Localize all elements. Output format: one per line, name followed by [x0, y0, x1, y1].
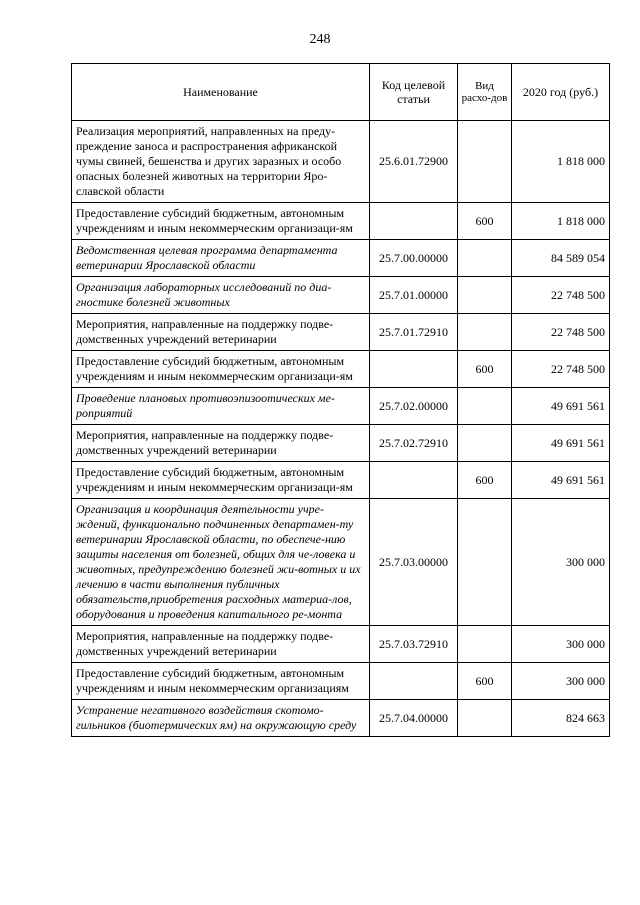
row-code: [370, 462, 458, 499]
row-kind: [458, 277, 512, 314]
row-amount: 1 818 000: [512, 121, 610, 203]
row-code: 25.7.04.00000: [370, 700, 458, 737]
table-row: [72, 499, 610, 626]
row-code: [370, 351, 458, 388]
row-name: Предоставление субсидий бюджетным, автономным учреждениям и иным некоммерческим организаци-ям: [72, 462, 370, 499]
table-row: [72, 388, 610, 425]
row-amount: 300 000: [512, 499, 610, 626]
row-kind: [458, 700, 512, 737]
row-amount: 22 748 500: [512, 351, 610, 388]
row-amount: 49 691 561: [512, 388, 610, 425]
row-name: Предоставление субсидий бюджетным, автономным учреждениям и иным некоммерческим организаци-ям: [72, 203, 370, 240]
row-amount: 22 748 500: [512, 314, 610, 351]
table-body: [72, 121, 610, 737]
header-name: Наименование: [72, 64, 370, 121]
row-kind: [458, 314, 512, 351]
row-code: 25.7.03.00000: [370, 499, 458, 626]
row-code: 25.6.01.72900: [370, 121, 458, 203]
row-amount: 1 818 000: [512, 203, 610, 240]
header-code: Код целевой статьи: [370, 64, 458, 121]
row-kind: [458, 240, 512, 277]
row-amount: 22 748 500: [512, 277, 610, 314]
row-code: 25.7.02.72910: [370, 425, 458, 462]
table-row: [72, 240, 610, 277]
table-row: [72, 121, 610, 203]
table-row: [72, 700, 610, 737]
row-amount: 84 589 054: [512, 240, 610, 277]
table-row: [72, 425, 610, 462]
row-amount: 300 000: [512, 626, 610, 663]
page-number: 248: [309, 32, 331, 47]
row-kind: [458, 626, 512, 663]
row-code: 25.7.03.72910: [370, 626, 458, 663]
row-code: 25.7.00.00000: [370, 240, 458, 277]
table-header-row: [72, 64, 610, 121]
header-amount: 2020 год (руб.): [512, 64, 610, 121]
row-name: Мероприятия, направленные на поддержку подве-домственных учреждений ветеринарии: [72, 425, 370, 462]
row-kind: [458, 499, 512, 626]
table-row: [72, 314, 610, 351]
row-name: Ведомственная целевая программа департамента ветеринарии Ярославской области: [72, 240, 370, 277]
row-amount: 49 691 561: [512, 425, 610, 462]
row-kind: [458, 121, 512, 203]
row-code: 25.7.01.00000: [370, 277, 458, 314]
row-name: Организация и координация деятельности учре-ждений, функционально подчиненных департамен-ту ветеринарии Ярославской области, по обеспече-нию защиты населения от болезней, общих для че-ловека и животных, предупреждению болезней жи-вотных и их лечению в части выполнения публичных обязательств,приобретения расходных материа-лов, оборудования и проведения капитального ре-монта: [72, 499, 370, 626]
row-name: Проведение плановых противоэпизоотических ме-роприятий: [72, 388, 370, 425]
row-name: Организация лабораторных исследований по диа-гностике болезней животных: [72, 277, 370, 314]
table-row: [72, 626, 610, 663]
row-amount: 49 691 561: [512, 462, 610, 499]
row-name: Устранение негативного воздействия скотомо-гильников (биотермических ям) на окружающую среду: [72, 700, 370, 737]
row-code: [370, 663, 458, 700]
row-name: Мероприятия, направленные на поддержку подве-домственных учреждений ветеринарии: [72, 314, 370, 351]
row-kind: 600: [458, 462, 512, 499]
budget-table: [71, 63, 610, 737]
header-kind: Вид расхо-дов: [458, 64, 512, 121]
table-row: [72, 351, 610, 388]
row-name: Реализация мероприятий, направленных на преду-преждение заноса и распространения африканской чумы свиней, бешенства и других заразных и особо опасных болезней животных на территории Яро-славской области: [72, 121, 370, 203]
row-code: 25.7.02.00000: [370, 388, 458, 425]
table-row: [72, 277, 610, 314]
row-amount: 300 000: [512, 663, 610, 700]
row-code: 25.7.01.72910: [370, 314, 458, 351]
row-kind: 600: [458, 663, 512, 700]
row-code: [370, 203, 458, 240]
row-kind: 600: [458, 351, 512, 388]
table-row: [72, 462, 610, 499]
row-kind: [458, 425, 512, 462]
table-row: [72, 663, 610, 700]
row-name: Предоставление субсидий бюджетным, автономным учреждениям и иным некоммерческим организаци-ям: [72, 351, 370, 388]
table-row: [72, 203, 610, 240]
row-name: Мероприятия, направленные на поддержку подве-домственных учреждений ветеринарии: [72, 626, 370, 663]
row-amount: 824 663: [512, 700, 610, 737]
row-kind: 600: [458, 203, 512, 240]
row-kind: [458, 388, 512, 425]
row-name: Предоставление субсидий бюджетным, автономным учреждениям и иным некоммерческим организациям: [72, 663, 370, 700]
